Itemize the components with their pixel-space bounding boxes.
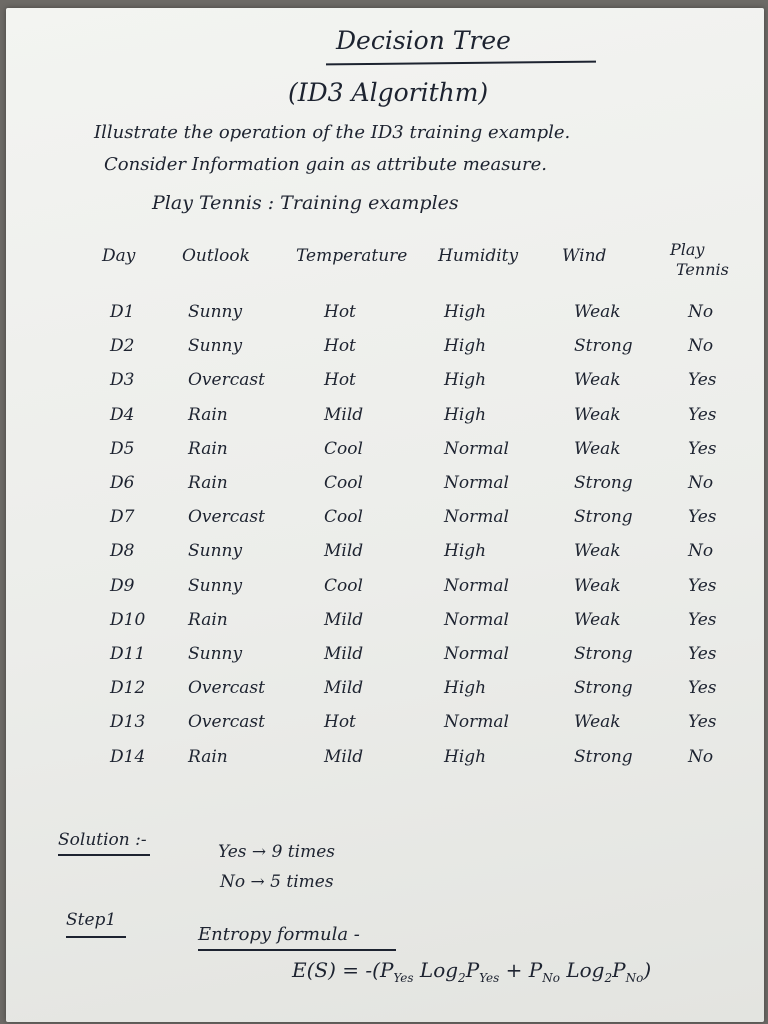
- entropy-underline: [198, 949, 396, 951]
- cell-play: Yes: [688, 575, 717, 596]
- header-temperature: Temperature: [296, 246, 408, 266]
- cell-temperature: Cool: [324, 438, 363, 459]
- cell-outlook: Sunny: [188, 336, 243, 357]
- intro-line-2: Consider Information gain as attribute measure.: [104, 154, 548, 175]
- yes-count: Yes → 9 times: [218, 842, 335, 862]
- cell-play: No: [688, 541, 714, 562]
- page-title: Decision Tree: [336, 26, 511, 55]
- formula-log-1: Log: [413, 958, 459, 982]
- cell-play: No: [688, 302, 714, 322]
- cell-humidity: Normal: [444, 644, 509, 664]
- cell-wind: Weak: [574, 404, 621, 425]
- formula-plus: +: [499, 958, 529, 982]
- cell-outlook: Rain: [188, 438, 228, 459]
- cell-play: Yes: [688, 404, 717, 425]
- cell-day: D2: [110, 336, 135, 357]
- solution-label: Solution :-: [58, 830, 147, 850]
- header-day: Day: [102, 246, 136, 266]
- cell-humidity: Normal: [444, 473, 509, 493]
- formula-p-no: P: [528, 958, 543, 982]
- formula-p-yes-sub: Yes: [393, 971, 414, 985]
- cell-wind: Weak: [574, 575, 621, 596]
- cell-humidity: High: [444, 678, 487, 699]
- header-humidity: Humidity: [438, 246, 519, 266]
- cell-wind: Strong: [574, 336, 633, 357]
- cell-wind: Strong: [574, 746, 633, 767]
- solution-underline: [58, 854, 150, 856]
- cell-day: D1: [110, 302, 135, 322]
- title-underline: [326, 61, 596, 66]
- cell-day: D8: [110, 541, 135, 562]
- cell-temperature: Mild: [324, 644, 364, 664]
- cell-temperature: Hot: [324, 336, 356, 357]
- cell-temperature: Mild: [324, 404, 364, 425]
- entropy-label: Entropy formula -: [198, 924, 360, 945]
- cell-outlook: Rain: [188, 473, 228, 493]
- cell-play: Yes: [688, 678, 717, 699]
- cell-humidity: Normal: [444, 507, 509, 528]
- formula-p-yes-2: P: [465, 958, 480, 982]
- cell-humidity: High: [444, 370, 487, 391]
- cell-temperature: Mild: [324, 541, 364, 562]
- page-subtitle: (ID3 Algorithm): [288, 78, 489, 107]
- cell-wind: Strong: [574, 644, 633, 664]
- cell-temperature: Cool: [324, 575, 363, 596]
- intro-line-1: Illustrate the operation of the ID3 training example.: [94, 122, 571, 143]
- table-title: Play Tennis : Training examples: [152, 192, 459, 214]
- step-underline: [66, 936, 126, 938]
- cell-humidity: Normal: [444, 438, 509, 459]
- cell-outlook: Overcast: [188, 712, 265, 733]
- cell-play: No: [688, 336, 714, 357]
- cell-temperature: Hot: [324, 370, 356, 391]
- cell-wind: Weak: [574, 302, 621, 322]
- cell-play: No: [688, 473, 714, 493]
- cell-outlook: Sunny: [188, 541, 243, 562]
- cell-outlook: Overcast: [188, 370, 265, 391]
- cell-humidity: High: [444, 302, 487, 322]
- cell-temperature: Hot: [324, 302, 356, 322]
- cell-outlook: Rain: [188, 609, 228, 630]
- cell-wind: Weak: [574, 541, 621, 562]
- cell-wind: Strong: [574, 507, 633, 528]
- formula-p-yes: P: [379, 958, 394, 982]
- cell-wind: Weak: [574, 609, 621, 630]
- cell-wind: Strong: [574, 473, 633, 493]
- cell-temperature: Cool: [324, 507, 363, 528]
- cell-outlook: Sunny: [188, 302, 243, 322]
- formula-p-no-2: P: [612, 958, 626, 982]
- cell-day: D7: [110, 507, 135, 528]
- cell-humidity: Normal: [444, 609, 509, 630]
- cell-day: D9: [110, 575, 135, 596]
- no-count: No → 5 times: [220, 872, 334, 892]
- cell-play: No: [688, 746, 714, 767]
- cell-outlook: Rain: [188, 746, 228, 767]
- formula-close: ): [643, 958, 652, 982]
- cell-day: D6: [110, 473, 135, 493]
- cell-humidity: High: [444, 746, 487, 767]
- header-play-line2: Tennis: [676, 260, 729, 279]
- cell-humidity: Normal: [444, 712, 509, 733]
- cell-play: Yes: [688, 370, 717, 391]
- formula-p-no-sub: No: [542, 971, 560, 985]
- cell-play: Yes: [688, 507, 717, 528]
- cell-outlook: Overcast: [188, 678, 265, 699]
- formula-log-2: Log: [559, 958, 605, 982]
- cell-temperature: Cool: [324, 473, 363, 493]
- cell-outlook: Rain: [188, 404, 228, 425]
- formula-log-base-2: 2: [604, 971, 613, 985]
- notebook-page: [6, 8, 764, 1022]
- cell-humidity: Normal: [444, 575, 509, 596]
- entropy-formula: [292, 958, 651, 985]
- cell-day: D5: [110, 438, 135, 459]
- cell-day: D11: [110, 644, 146, 664]
- cell-play: Yes: [688, 438, 717, 459]
- formula-p-yes-sub-2: Yes: [479, 971, 500, 985]
- cell-wind: Weak: [574, 438, 621, 459]
- cell-temperature: Mild: [324, 678, 364, 699]
- cell-play: Yes: [688, 609, 717, 630]
- formula-p-no-sub-2: No: [625, 971, 644, 985]
- cell-day: D12: [110, 678, 146, 699]
- cell-temperature: Mild: [324, 609, 364, 630]
- cell-day: D3: [110, 370, 135, 391]
- formula-lhs: E(S) = -(: [292, 958, 380, 982]
- cell-wind: Strong: [574, 678, 633, 699]
- cell-play: Yes: [688, 644, 717, 664]
- cell-play: Yes: [688, 712, 717, 733]
- cell-humidity: High: [444, 404, 487, 425]
- cell-humidity: High: [444, 336, 487, 357]
- cell-outlook: Sunny: [188, 575, 243, 596]
- header-outlook: Outlook: [182, 246, 250, 266]
- cell-day: D14: [110, 746, 146, 767]
- cell-day: D10: [110, 609, 146, 630]
- cell-outlook: Sunny: [188, 644, 243, 664]
- step-label: Step1: [66, 910, 117, 930]
- cell-wind: Weak: [574, 370, 621, 391]
- formula-log-base-1: 2: [458, 971, 466, 985]
- header-wind: Wind: [562, 246, 607, 266]
- cell-humidity: High: [444, 541, 487, 562]
- cell-temperature: Mild: [324, 746, 364, 767]
- header-play-line1: Play: [670, 240, 705, 259]
- cell-wind: Weak: [574, 712, 621, 733]
- cell-day: D4: [110, 404, 135, 425]
- cell-outlook: Overcast: [188, 507, 265, 528]
- cell-day: D13: [110, 712, 146, 733]
- cell-temperature: Hot: [324, 712, 356, 733]
